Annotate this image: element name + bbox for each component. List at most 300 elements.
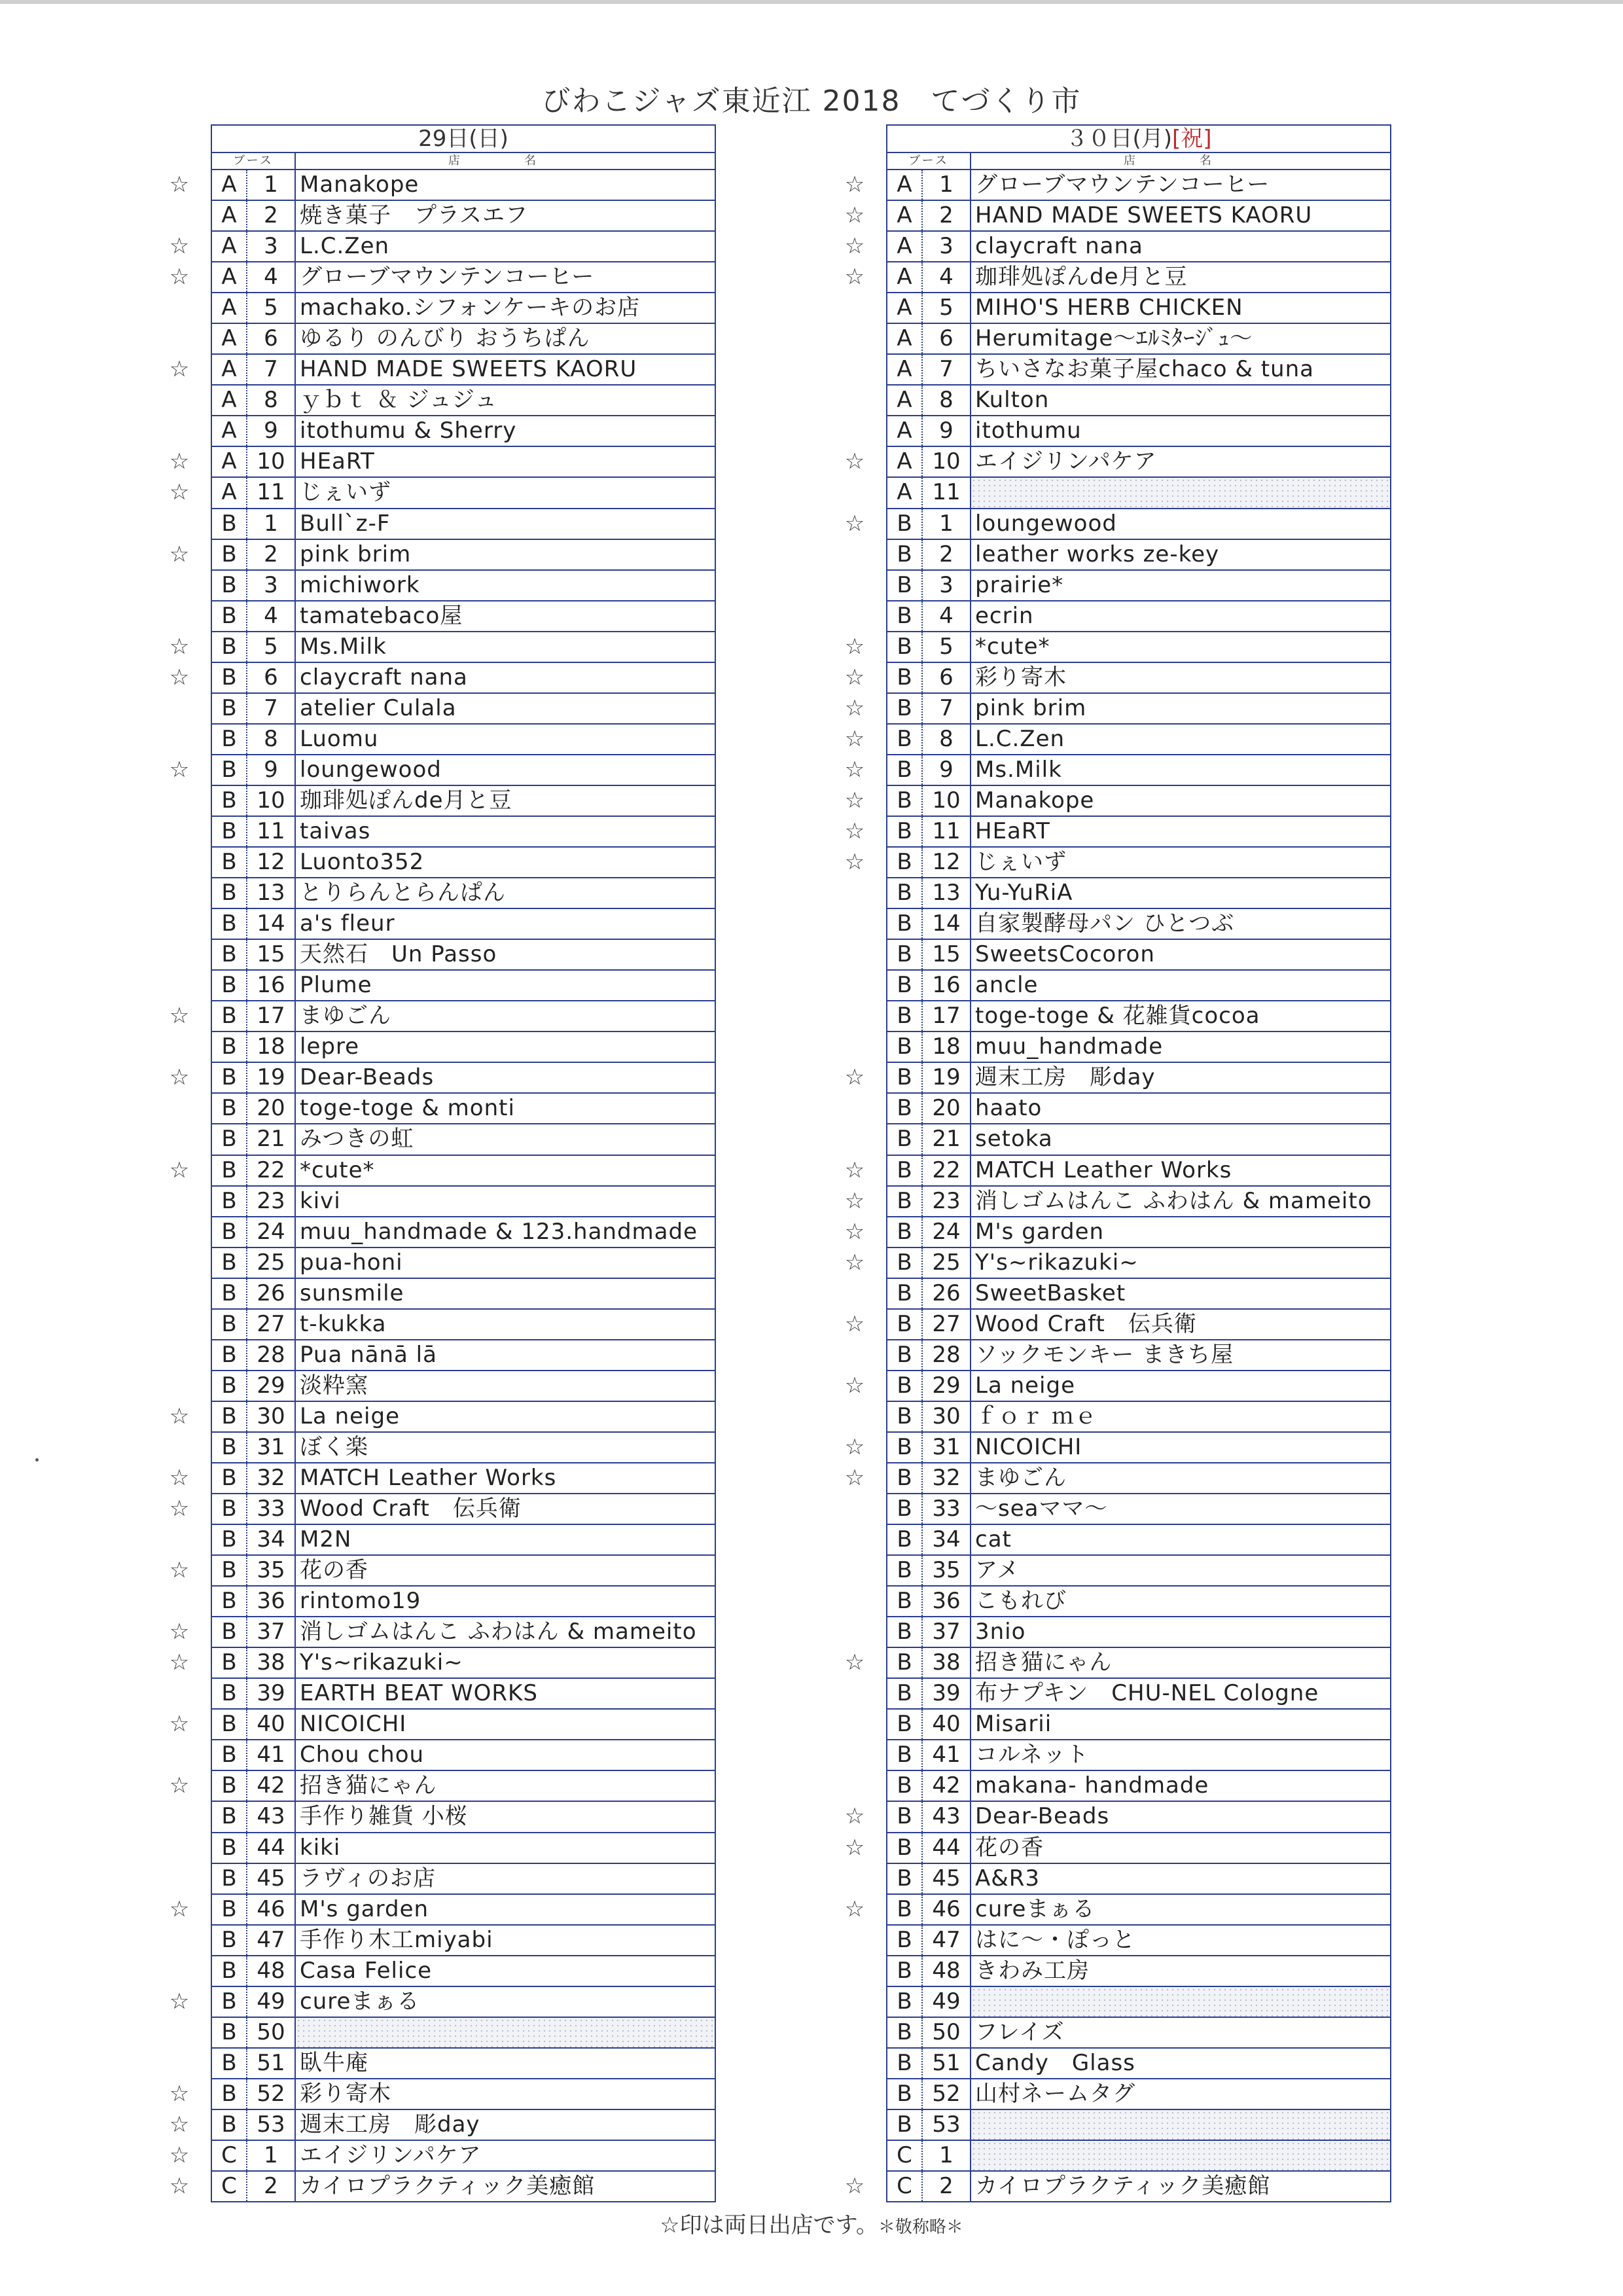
booth-number: 14 [923, 909, 971, 939]
booth-number: 27 [247, 1310, 296, 1339]
booth-section: B [212, 1217, 247, 1247]
both-days-star-icon: ☆ [844, 725, 865, 752]
table-row [212, 1679, 715, 1710]
table-row [887, 1494, 1390, 1525]
booth-number: 7 [247, 355, 296, 384]
booth-section: B [887, 1740, 923, 1770]
table-row [169, 232, 715, 262]
booth-number: 45 [923, 1864, 971, 1893]
both-days-star-icon: ☆ [169, 541, 190, 567]
booth-section: B [887, 509, 923, 539]
booth-number: 9 [247, 755, 296, 785]
shop-name: itothumu [975, 418, 1082, 444]
booth-number: 44 [247, 1833, 296, 1863]
shop-name: Yu-YuRiA [975, 880, 1073, 906]
booth-section: B [212, 817, 247, 846]
booth-section: B [887, 1617, 923, 1647]
table-row [212, 1926, 715, 1956]
vacant-booth [971, 1987, 1390, 2017]
booth-column-header: ブース [887, 153, 971, 169]
shop-name: Bull`z-F [300, 510, 391, 537]
booth-section: B [887, 663, 923, 692]
booth-number: 30 [923, 1402, 971, 1431]
table-row [844, 2172, 1390, 2202]
booth-number: 53 [247, 2110, 296, 2140]
shop-name: 臥牛庵 [300, 2049, 368, 2076]
booth-column-header: ブース [212, 153, 296, 169]
booth-section: B [212, 1833, 247, 1863]
shop-name: じぇいず [975, 849, 1067, 876]
both-days-star-icon: ☆ [169, 2111, 190, 2138]
both-days-star-icon: ☆ [844, 849, 865, 876]
shop-name: フレイズ [975, 2018, 1065, 2045]
booth-number: 6 [247, 663, 296, 692]
booth-section: B [887, 1248, 923, 1278]
booth-number: 1 [923, 170, 971, 200]
booth-number: 4 [247, 601, 296, 631]
shop-name: 花の香 [975, 1834, 1044, 1861]
booth-number: 9 [923, 755, 971, 785]
table-row [212, 1032, 715, 1063]
booth-section: B [212, 1063, 247, 1092]
table-row [887, 355, 1390, 386]
shop-name: 珈琲処ぽんde月と豆 [300, 787, 512, 814]
booth-section: B [212, 1001, 247, 1031]
table-row [212, 878, 715, 909]
shop-name: Casa Felice [300, 1957, 433, 1984]
booth-section: A [887, 447, 923, 476]
booth-number: 5 [247, 293, 296, 323]
booth-number: 4 [923, 601, 971, 631]
both-days-star-icon: ☆ [844, 1249, 865, 1276]
booth-number: 28 [923, 1340, 971, 1370]
table-row [212, 1187, 715, 1217]
booth-number: 6 [923, 663, 971, 692]
booth-number: 38 [923, 1648, 971, 1677]
booth-section: A [887, 293, 923, 323]
booth-number: 31 [247, 1433, 296, 1462]
booth-number: 47 [247, 1926, 296, 1955]
shop-name: ちいさなお菓子屋chaco & tuna [975, 356, 1314, 383]
table-row [887, 909, 1390, 940]
booth-number: 37 [923, 1617, 971, 1647]
shop-name: atelier Culala [300, 694, 457, 721]
booth-section: B [887, 971, 923, 1000]
booth-number: 21 [247, 1124, 296, 1154]
booth-number: 36 [247, 1587, 296, 1616]
booth-number: 22 [923, 1156, 971, 1185]
both-days-star-icon: ☆ [169, 1988, 190, 2015]
footer-note [0, 2207, 1623, 2239]
booth-section: B [887, 725, 923, 754]
shop-name: haato [975, 1095, 1043, 1122]
booth-section: B [887, 1371, 923, 1401]
shop-name: michiwork [300, 571, 420, 598]
shop-name: MIHO'S HERB CHICKEN [975, 295, 1243, 321]
table-row [887, 2141, 1390, 2172]
shop-name: エイジリンパケア [975, 448, 1157, 475]
table-row [169, 1895, 715, 1926]
table-row [887, 1340, 1390, 1371]
both-days-star-icon: ☆ [169, 2080, 190, 2107]
booth-section: B [887, 1494, 923, 1524]
booth-number: 7 [923, 694, 971, 723]
booth-number: 35 [923, 1556, 971, 1585]
table-row [887, 571, 1390, 601]
booth-section: B [887, 1340, 923, 1370]
shop-name: ｆｏｒ ｍｅ [975, 1403, 1097, 1429]
booth-section: B [887, 817, 923, 846]
booth-section: B [887, 571, 923, 600]
booth-section: B [212, 1187, 247, 1216]
booth-section: B [212, 1710, 247, 1739]
shop-name: taivas [300, 817, 371, 844]
table-row [887, 1740, 1390, 1771]
both-days-star-icon: ☆ [169, 1157, 190, 1183]
booth-section: B [212, 1895, 247, 1924]
table-row [887, 1001, 1390, 1032]
booth-number: 52 [923, 2079, 971, 2109]
table-row [212, 509, 715, 540]
both-days-star-icon: ☆ [169, 479, 190, 506]
shop-name: M's garden [300, 1895, 429, 1922]
shop-name: kivi [300, 1187, 341, 1214]
shop-name: みつきの虹 [300, 1126, 414, 1153]
booth-number: 11 [247, 478, 296, 507]
table-row [169, 540, 715, 571]
booth-number: 50 [923, 2018, 971, 2047]
shop-name: エイジリンパケア [300, 2142, 482, 2168]
booth-number: 1 [247, 509, 296, 539]
booth-section: B [887, 1156, 923, 1185]
booth-number: 9 [923, 416, 971, 446]
booth-number: 29 [923, 1371, 971, 1401]
booth-number: 51 [923, 2049, 971, 2078]
table-row [169, 355, 715, 386]
booth-number: 46 [247, 1895, 296, 1924]
shop-name: 招き猫にゃん [975, 1649, 1113, 1676]
booth-section: B [212, 1094, 247, 1123]
shop-name: Candy Glass [975, 2049, 1135, 2076]
booth-number: 25 [247, 1248, 296, 1278]
both-days-star-icon: ☆ [844, 756, 865, 783]
both-days-star-icon: ☆ [169, 448, 190, 475]
booth-section: B [887, 2079, 923, 2109]
name-column-header: 店 名 [1124, 154, 1238, 168]
booth-section: B [887, 878, 923, 908]
both-days-star-icon: ☆ [169, 756, 190, 783]
table-row [169, 1771, 715, 1802]
table-row [887, 1124, 1390, 1155]
booth-number: 33 [923, 1494, 971, 1524]
booth-number: 2 [247, 2172, 296, 2201]
table-row [169, 2110, 715, 2141]
booth-number: 8 [247, 725, 296, 754]
booth-section: B [887, 1771, 923, 1801]
shop-name: MATCH Leather Works [975, 1157, 1232, 1183]
booth-section: B [887, 1679, 923, 1708]
holiday-badge: [祝] [1172, 126, 1212, 152]
booth-section: B [887, 1587, 923, 1616]
both-days-star-icon: ☆ [844, 202, 865, 229]
table-row [169, 1063, 715, 1094]
booth-section: B [212, 1463, 247, 1493]
day2-rows [844, 170, 1391, 2202]
booth-number: 12 [247, 848, 296, 877]
both-days-star-icon: ☆ [844, 1372, 865, 1399]
shop-name: MATCH Leather Works [300, 1464, 557, 1491]
booth-section: B [212, 1617, 247, 1647]
booth-section: B [887, 1187, 923, 1216]
table-row [212, 1124, 715, 1155]
booth-number: 20 [247, 1094, 296, 1123]
both-days-star-icon: ☆ [844, 448, 865, 475]
shop-name: HEaRT [300, 448, 375, 475]
table-row [844, 694, 1390, 725]
table-row [169, 1494, 715, 1525]
shop-name: NICOICHI [300, 1711, 407, 1738]
booth-number: 52 [247, 2079, 296, 2109]
booth-number: 39 [247, 1679, 296, 1708]
shop-name: La neige [300, 1403, 400, 1429]
booth-section: B [887, 1217, 923, 1247]
table-row [169, 1648, 715, 1679]
shop-name: はに～・ぽっと [975, 1926, 1135, 1953]
booth-section: B [212, 1587, 247, 1616]
table-row [212, 293, 715, 324]
day1-header [211, 124, 716, 153]
booth-section: B [887, 1402, 923, 1431]
shop-name: ソックモンキー まきち屋 [975, 1341, 1234, 1368]
both-days-star-icon: ☆ [169, 1619, 190, 1645]
booth-section: C [212, 2141, 247, 2170]
table-row [887, 971, 1390, 1001]
shop-name: sunsmile [300, 1280, 404, 1306]
booth-section: B [212, 1648, 247, 1677]
table-row [169, 1710, 715, 1740]
table-row [887, 940, 1390, 971]
booth-number: 46 [923, 1895, 971, 1924]
booth-number: 43 [247, 1802, 296, 1831]
shop-name: 消しゴムはんこ ふわはん & mameito [975, 1187, 1372, 1214]
booth-section: A [212, 416, 247, 446]
shop-name: 珈琲処ぽんde月と豆 [975, 264, 1188, 291]
booth-number: 23 [247, 1187, 296, 1216]
shop-name: ぼく楽 [300, 1433, 368, 1460]
shop-name: HAND MADE SWEETS KAORU [975, 202, 1313, 229]
table-row [844, 1802, 1390, 1833]
booth-number: 40 [923, 1710, 971, 1739]
table-row [887, 540, 1390, 571]
booth-number: 14 [247, 909, 296, 939]
booth-number: 9 [247, 416, 296, 446]
booth-number: 31 [923, 1433, 971, 1462]
table-row [844, 170, 1390, 201]
shop-name: Wood Craft 伝兵衛 [300, 1496, 522, 1522]
both-days-star-icon: ☆ [844, 694, 865, 721]
booth-section: B [887, 1556, 923, 1585]
booth-number: 19 [247, 1063, 296, 1092]
shop-name: 花の香 [300, 1557, 368, 1584]
shop-name: 山村ネームタグ [975, 2080, 1135, 2107]
shop-name: itothumu & Sherry [300, 418, 517, 444]
table-row [844, 509, 1390, 540]
booth-section: B [887, 1648, 923, 1677]
booth-section: B [887, 2049, 923, 2078]
table-row [844, 1063, 1390, 1094]
booth-number: 44 [923, 1833, 971, 1863]
both-days-star-icon: ☆ [169, 171, 190, 198]
table-row [212, 1864, 715, 1895]
both-days-star-icon: ☆ [844, 1803, 865, 1830]
booth-section: B [212, 786, 247, 816]
booth-section: B [887, 1525, 923, 1554]
booth-section: A [212, 201, 247, 230]
booth-number: 23 [923, 1187, 971, 1216]
booth-number: 3 [923, 571, 971, 600]
shop-name: Ms.Milk [300, 633, 387, 660]
table-row [212, 416, 715, 447]
booth-number: 20 [923, 1094, 971, 1123]
table-row [212, 725, 715, 755]
booth-number: 22 [247, 1156, 296, 1185]
table-row [212, 1279, 715, 1310]
table-row [844, 1371, 1390, 1402]
shop-name: 自家製酵母パン ひとつぶ [975, 910, 1235, 937]
shop-name: kiki [300, 1834, 341, 1861]
table-row [844, 786, 1390, 817]
booth-number: 19 [923, 1063, 971, 1092]
booth-number: 7 [247, 694, 296, 723]
booth-number: 16 [247, 971, 296, 1000]
booth-section: B [212, 663, 247, 692]
booth-section: B [212, 1679, 247, 1708]
table-row [212, 786, 715, 817]
table-row [212, 386, 715, 416]
table-row [844, 1248, 1390, 1279]
table-row [212, 1587, 715, 1617]
booth-section: B [212, 1433, 247, 1462]
shop-name: Y's~rikazuki~ [300, 1649, 463, 1676]
booth-section: A [212, 232, 247, 261]
booth-number: 10 [247, 447, 296, 476]
booth-section: B [887, 1310, 923, 1339]
both-days-star-icon: ☆ [844, 787, 865, 814]
table-row [887, 2018, 1390, 2049]
day1-column-header [211, 153, 716, 170]
shop-name: L.C.Zen [975, 725, 1065, 752]
shop-name: prairie* [975, 571, 1064, 598]
table-row [887, 1032, 1390, 1063]
booth-section: B [887, 2110, 923, 2140]
shop-name: cureまぁる [300, 1988, 420, 2015]
table-row [844, 848, 1390, 878]
booth-number: 42 [247, 1771, 296, 1801]
booth-section: B [212, 971, 247, 1000]
booth-section: B [212, 1032, 247, 1062]
both-days-star-icon: ☆ [844, 1649, 865, 1676]
booth-number: 26 [923, 1279, 971, 1308]
booth-number: 29 [247, 1371, 296, 1401]
booth-number: 15 [247, 940, 296, 969]
table-row [887, 2049, 1390, 2079]
booth-section: B [212, 1525, 247, 1554]
table-row [844, 1310, 1390, 1340]
booth-number: 8 [923, 386, 971, 415]
table-row [844, 1156, 1390, 1187]
table-row [887, 293, 1390, 324]
booth-number: 3 [247, 571, 296, 600]
table-row [212, 817, 715, 848]
both-days-star-icon: ☆ [844, 264, 865, 291]
table-row [212, 940, 715, 971]
both-days-star-icon: ☆ [169, 2142, 190, 2168]
shop-name: t-kukka [300, 1310, 387, 1337]
booth-number: 1 [923, 509, 971, 539]
shop-name: Ms.Milk [975, 756, 1062, 783]
booth-number: 43 [923, 1802, 971, 1831]
booth-number: 10 [923, 786, 971, 816]
table-row [844, 632, 1390, 663]
booth-section: A [212, 386, 247, 415]
booth-number: 48 [247, 1956, 296, 1986]
both-days-star-icon: ☆ [169, 356, 190, 383]
shop-name: じぇいず [300, 479, 391, 506]
booth-section: A [212, 355, 247, 384]
shop-name: SweetsCocoron [975, 941, 1155, 968]
booth-section: B [887, 601, 923, 631]
table-row [844, 447, 1390, 478]
booth-section: C [887, 2172, 923, 2201]
table-row [844, 817, 1390, 848]
table-row [212, 1525, 715, 1556]
table-row [169, 1463, 715, 1494]
shop-name: Chou chou [300, 1742, 425, 1768]
booth-section: B [212, 1956, 247, 1986]
booth-section: B [887, 1802, 923, 1831]
both-days-star-icon: ☆ [169, 1895, 190, 1922]
booth-section: C [887, 2141, 923, 2170]
table-row [169, 1402, 715, 1433]
shop-name: Manakope [975, 787, 1095, 814]
table-row [212, 2049, 715, 2079]
page-title: びわこジャズ東近江 2018 てづくり市 [541, 84, 1082, 118]
booth-section: B [887, 1032, 923, 1062]
shop-name: Y's~rikazuki~ [975, 1249, 1139, 1276]
shop-name: makana- handmade [975, 1772, 1209, 1799]
booth-number: 18 [923, 1032, 971, 1062]
both-days-star-icon: ☆ [169, 1064, 190, 1091]
booth-number: 47 [923, 1926, 971, 1955]
shop-name: 布ナプキン CHU-NEL Cologne [975, 1680, 1319, 1707]
booth-section: B [212, 694, 247, 723]
booth-number: 49 [923, 1987, 971, 2017]
booth-section: B [212, 1310, 247, 1339]
shop-name: ecrin [975, 602, 1034, 629]
booth-number: 24 [923, 1217, 971, 1247]
table-row [844, 1463, 1390, 1494]
vacant-booth [971, 2141, 1390, 2170]
booth-number: 5 [923, 293, 971, 323]
booth-section: B [212, 1802, 247, 1831]
booth-section: A [212, 447, 247, 476]
booth-section: B [887, 848, 923, 877]
both-days-star-icon: ☆ [169, 1003, 190, 1030]
table-row [169, 170, 715, 201]
booth-section: B [212, 2079, 247, 2109]
booth-section: B [212, 725, 247, 754]
table-row [844, 201, 1390, 232]
